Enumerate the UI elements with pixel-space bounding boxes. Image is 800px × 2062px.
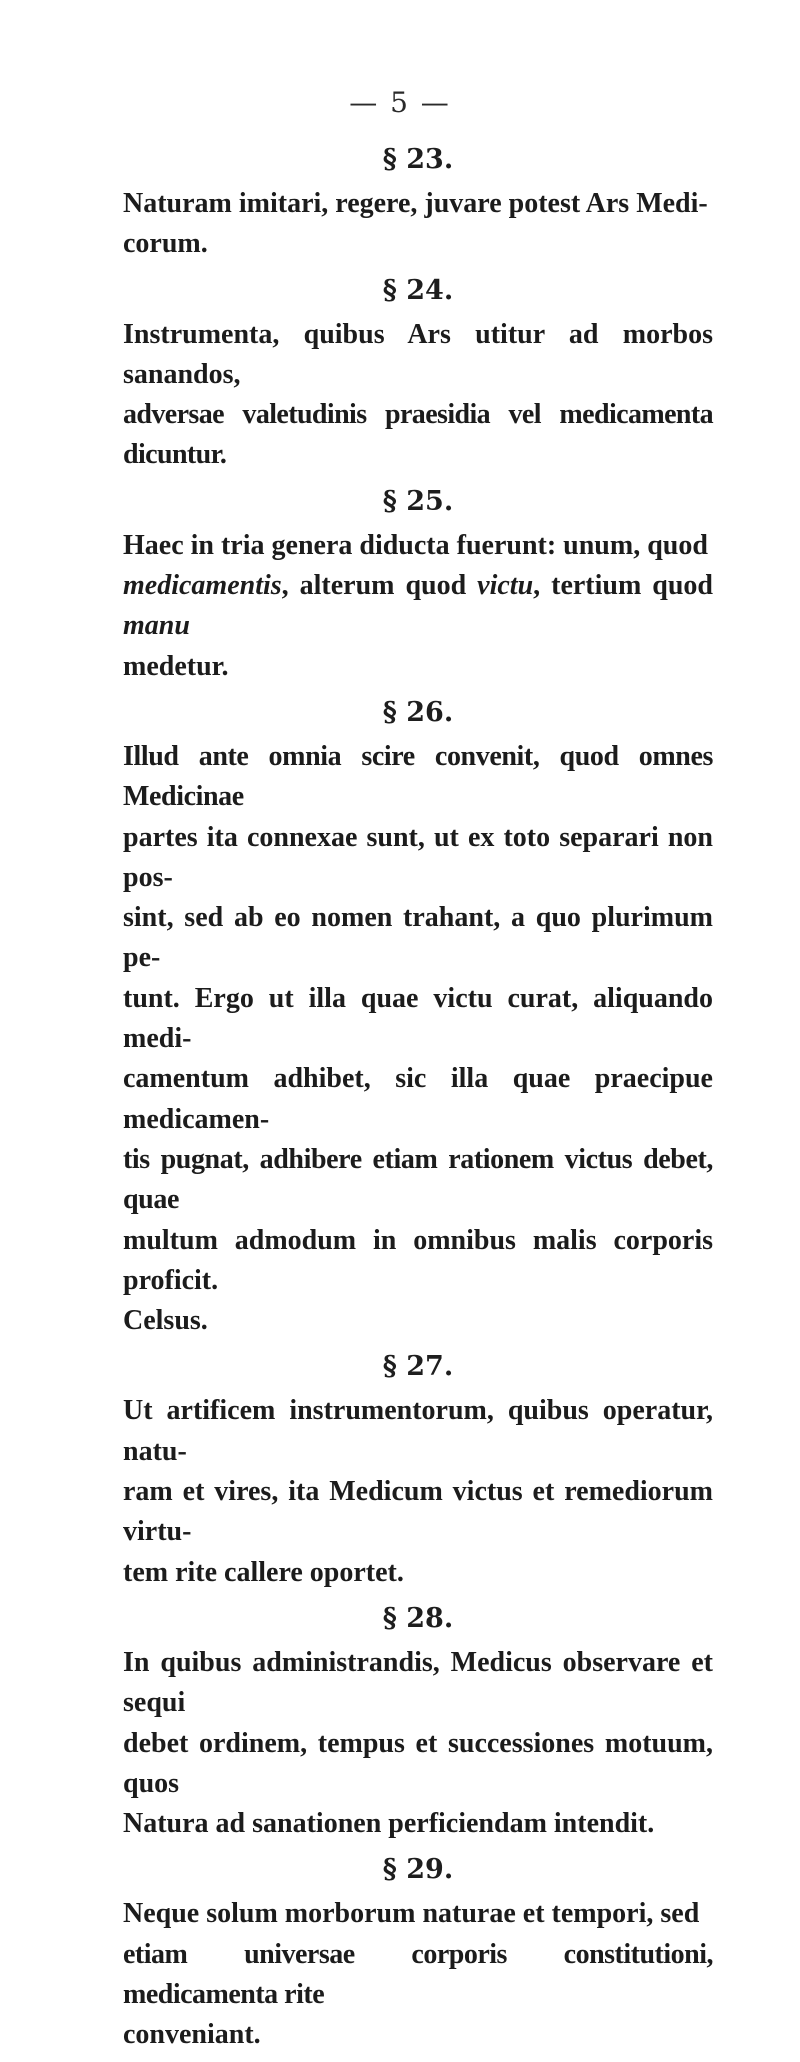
section-heading: § 23. [382,144,454,175]
text-line: adversae valetudinis praesidia vel medicamenta dicuntur. [123,399,713,471]
text-line: Celsus. [123,1305,208,1337]
section-23 [123,140,713,265]
section-heading: § 26. [382,696,454,728]
italic-term: medicamentis [123,570,282,602]
text-line: tunt. Ergo ut illa quae victu curat, aliquando medi- [123,982,713,1055]
text-line: Neque solum morborum naturae et tempori, sed [123,1898,700,1930]
text-line: Ut artificem instrumentorum, quibus operatur, natu- [123,1395,713,1467]
text-line: Haec in tria genera diducta fuerunt: unum, quod [123,529,708,561]
section-29 [123,1850,713,2055]
paragraph [123,1643,713,1844]
paragraph [123,737,713,1341]
section-26 [123,693,713,1341]
text-line: In quibus administrandis, Medicus observare et sequi [123,1646,713,1719]
text-line: sint, sed ab eo nomen trahant, a quo plurimum pe- [123,902,713,974]
text-line: conveniant. [123,2019,261,2051]
text-line: corum. [123,228,208,260]
paragraph [123,184,713,265]
text-line: etiam universae corporis constitutioni, medicamenta rite [123,1938,713,2010]
text-line: tis pugnat, adhibere etiam rationem victus debet, quae [123,1143,713,1216]
paragraph [123,526,713,687]
text-body [123,140,713,2062]
text-line: partes ita connexae sunt, ut ex toto separari non pos- [123,821,713,893]
section-heading: § 24. [382,274,454,306]
section-27 [123,1347,713,1592]
text-line: Natura ad sanationen perficiendam intendit. [123,1808,655,1840]
text-line: ram et vires, ita Medicum victus et remediorum virtu- [123,1476,713,1548]
paragraph [123,1894,713,2055]
text-line: Illud ante omnia scire convenit, quod omnes Medicinae [123,740,713,813]
section-heading: § 29. [382,1854,454,1886]
text-fragment: , alterum quod [281,570,478,602]
text-fragment: , tertium quod [533,570,713,602]
section-heading: § 25. [382,485,454,517]
paragraph [123,1391,713,1592]
italic-term: manu [123,610,190,642]
section-25 [123,482,713,687]
text-line: medetur. [123,650,229,682]
text-line: multum admodum in omnibus malis corporis proficit. [123,1224,713,1296]
text-line: tem rite callere oportet. [123,1556,404,1588]
text-line: camentum adhibet, sic illa quae praecipue medicamen- [123,1063,713,1135]
paragraph [123,315,713,476]
text-line: debet ordinem, tempus et successiones motuum, quos [123,1727,713,1799]
section-heading: § 27. [382,1351,454,1383]
section-24 [123,271,713,476]
text-line: Naturam imitari, regere, juvare potest Ars Medi- [123,188,708,219]
section-28 [123,1599,713,1844]
italic-term: victu [477,570,534,602]
page-number: — 5 — [349,86,451,119]
section-heading: § 28. [382,1602,454,1634]
text-line: Instrumenta, quibus Ars utitur ad morbos sanandos, [123,318,713,390]
